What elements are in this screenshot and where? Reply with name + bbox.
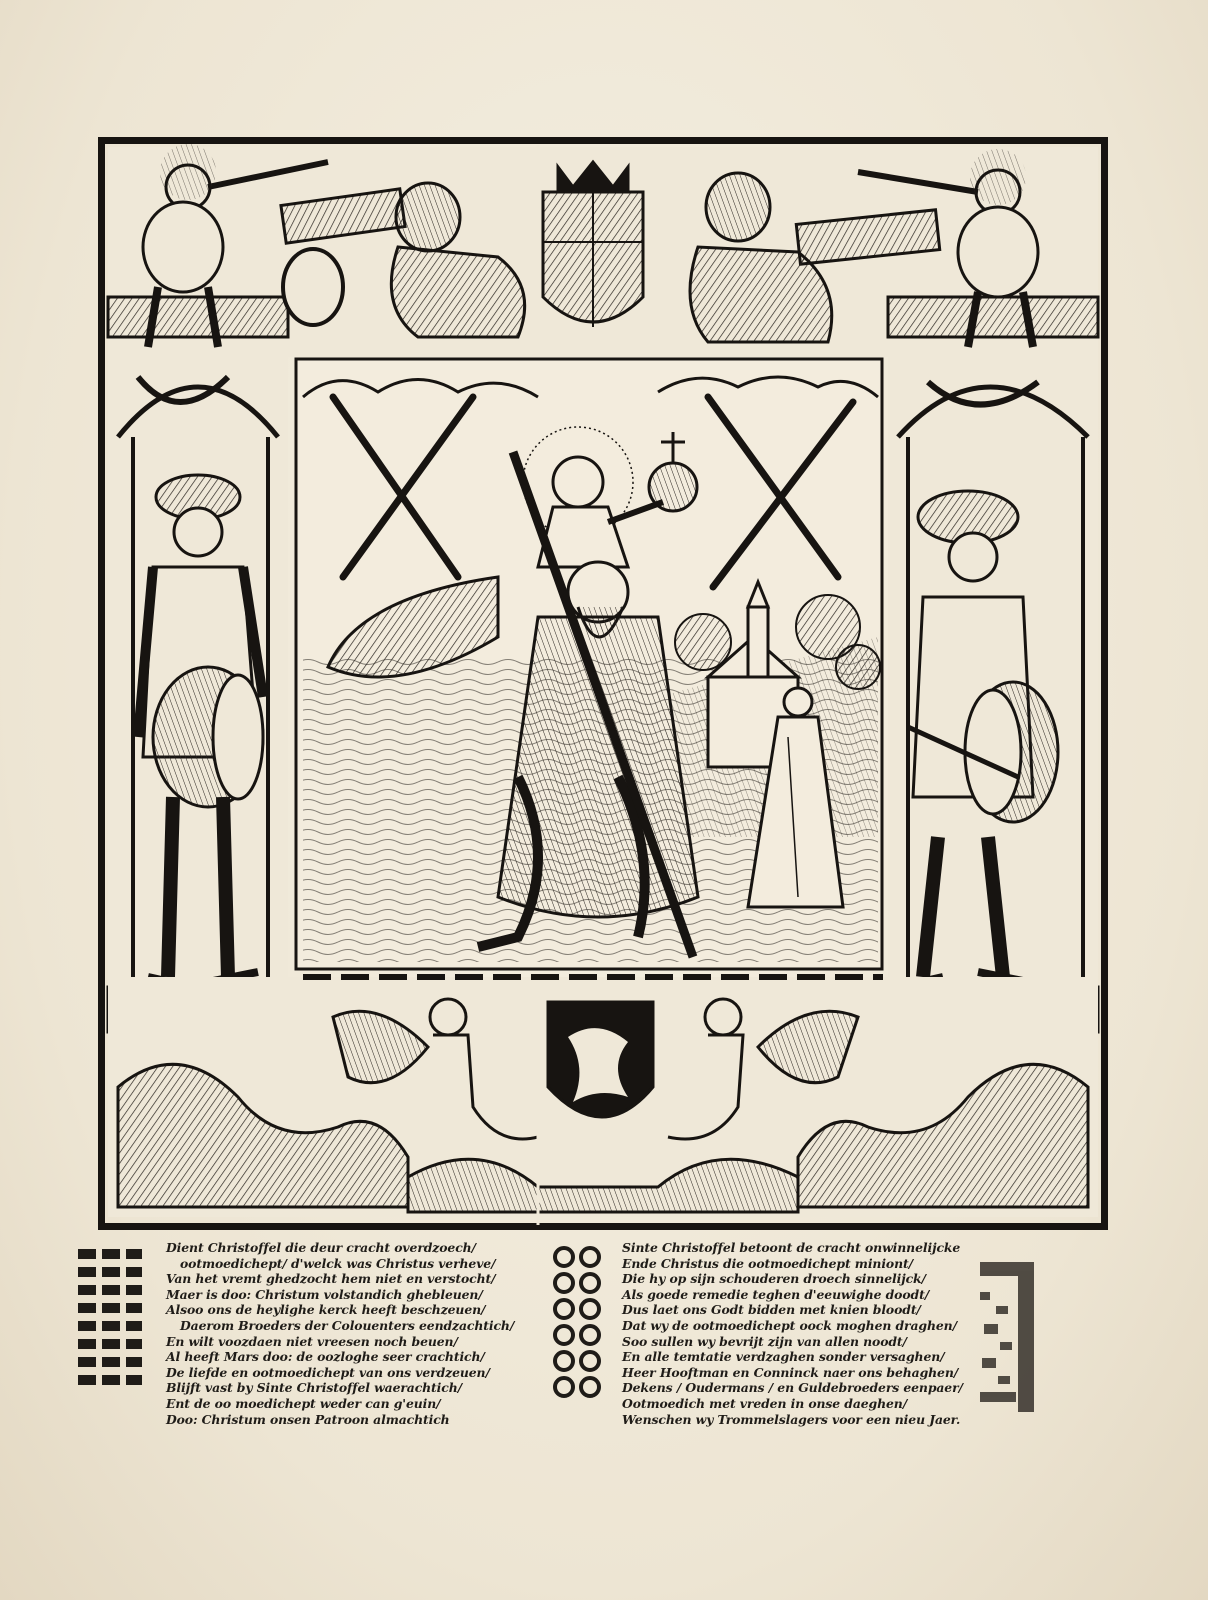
woodcut-svg — [98, 137, 1108, 1230]
verse-line: Dient Christoffel die deur cracht overdzoech/ — [166, 1240, 476, 1255]
verse-line: Wenschen wy Trommelslagers voor een nieu Jaer. — [622, 1411, 961, 1427]
verse-line: Ootmoedich met vreden in onse daeghen/ — [622, 1395, 908, 1411]
verse-line: Ende Christus die ootmoedichept miniont/ — [622, 1255, 914, 1271]
verse-line: Die hy op sijn schouderen droech sinnelijck/ — [622, 1271, 926, 1287]
verse-line: Sinte Christoffel betoont de cracht onwinnelijcke — [622, 1240, 961, 1255]
right-ornament-column — [978, 1262, 1036, 1412]
verse-line: De liefde en ootmoedichept van ons verdzeuen/ — [166, 1364, 490, 1380]
bottom-band — [108, 977, 1098, 1217]
verse-line: En alle temtatie verdzaghen sonder versaghen/ — [622, 1349, 945, 1365]
left-verse-block — [166, 1240, 515, 1427]
right-verse-block — [622, 1240, 963, 1427]
verse-line: Dus laet ons Godt bidden met knien bloodt/ — [622, 1302, 921, 1318]
lion-shield — [548, 1002, 653, 1117]
verse-line: Doo: Christum onsen Patroon almachtich — [166, 1411, 450, 1427]
middle-ornament-column — [550, 1245, 605, 1405]
verse-line: Blijft vast by Sinte Christoffel waerachtich/ — [166, 1380, 463, 1396]
verse-line: Soo sullen wy bevrijt zijn van allen noodt/ — [622, 1333, 907, 1349]
verse-line: Ent de oo moedichept weder can g'euin/ — [166, 1395, 441, 1411]
left-column — [108, 357, 288, 1032]
verse-line: Van het vremt ghedzocht hem niet en verstocht/ — [166, 1271, 496, 1287]
verse-line: Daerom Broeders der Colouenters eendzachtich/ — [180, 1317, 515, 1333]
verse-line: Al heeft Mars doo: de oozloghe seer crachtich/ — [166, 1349, 485, 1365]
top-band — [108, 144, 1098, 357]
woodcut-illustration — [98, 137, 1108, 1230]
central-scene-saint-christopher — [296, 359, 882, 969]
verse-line: Maer is doo: Christum volstandich ghebleuen/ — [166, 1286, 483, 1302]
verse-line: Heer Hooftman en Conninck naer ons behaghen/ — [622, 1364, 959, 1380]
verse-line: Alsoo ons de heylighe kerck heeft beschzeuen/ — [166, 1302, 486, 1318]
verse-line: Dat wy de ootmoedichept oock moghen draghen/ — [622, 1317, 958, 1333]
verse-line: ootmoedichept/ d'welck was Christus verheve/ — [180, 1255, 496, 1271]
royal-coat-of-arms — [543, 162, 643, 327]
right-column — [888, 357, 1098, 1032]
verse-line: Dekens / Oudermans / en Guldebroeders eenpaer/ — [622, 1380, 963, 1396]
left-ornament-column — [76, 1245, 146, 1395]
verse-line: Als goede remedie teghen d'eeuwighe doodt/ — [622, 1286, 930, 1302]
verse-line: En wilt voozdaen niet vreesen noch beuen/ — [166, 1333, 458, 1349]
